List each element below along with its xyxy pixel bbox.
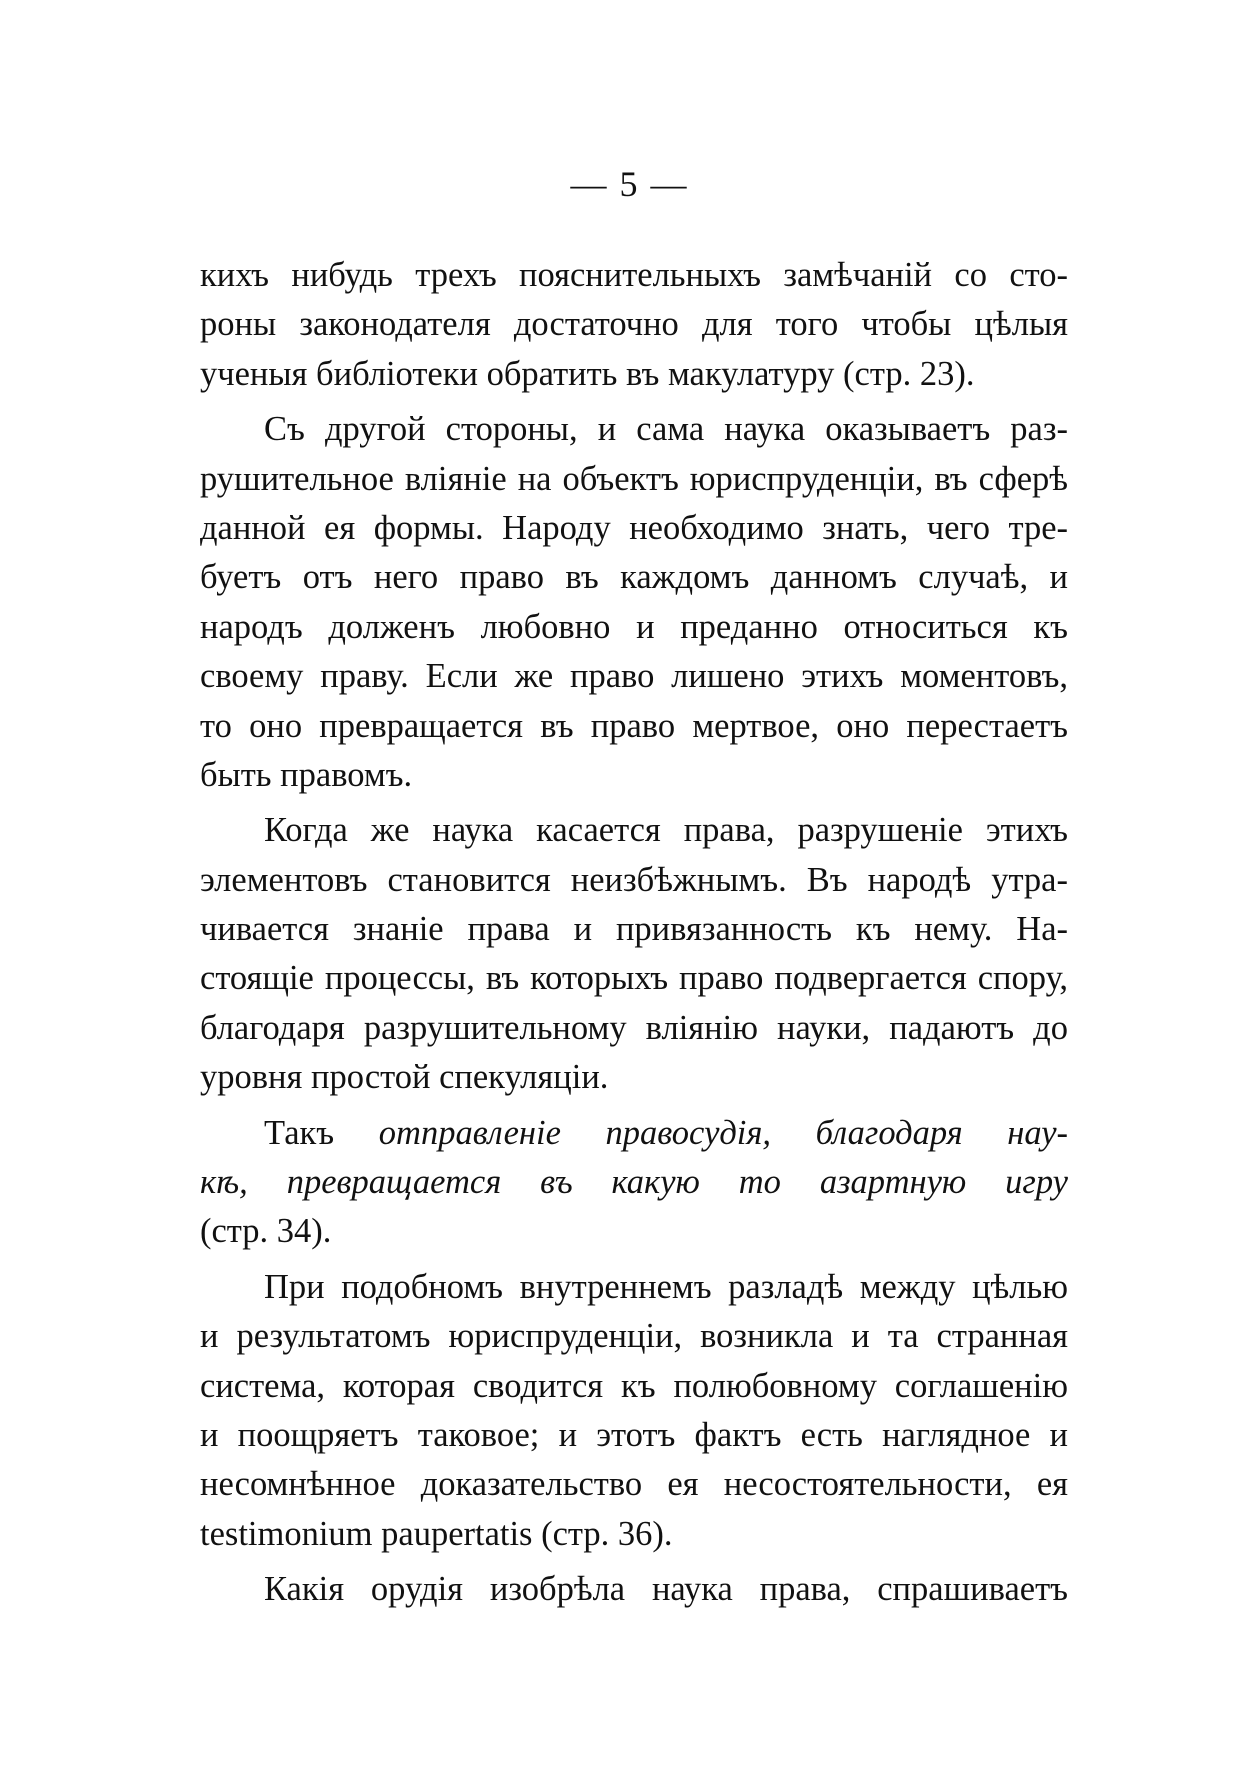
- paragraph: [200, 1263, 1068, 1559]
- text-line: несомнѣнное доказательство ея несостоятельности, ея: [200, 1465, 1068, 1504]
- text-line: уровня простой спекуляціи.: [200, 1058, 609, 1097]
- text-line: стоящіе процессы, въ которыхъ право подвергается спору,: [200, 959, 1068, 998]
- text-line: народъ долженъ любовно и преданно относиться къ: [200, 607, 1068, 646]
- text-line: Какія орудія изобрѣла наука права, спрашиваетъ: [264, 1570, 1068, 1609]
- text-line: чивается знаніе права и привязанность къ нему. На-: [200, 910, 1068, 949]
- text-line: [200, 1109, 1068, 1158]
- text-line: своему праву. Если же право лишено этихъ моментовъ,: [200, 657, 1068, 696]
- text-line: данной ея формы. Народу необходимо знать, чего тре-: [200, 508, 1068, 547]
- text-line: и результатомъ юриспруденціи, возникла и та странная: [200, 1317, 1068, 1356]
- text-line: буетъ отъ него право въ каждомъ данномъ случаѣ, и: [200, 558, 1068, 597]
- italic-quote: отправленіе правосудія, благодаря нау-: [378, 1113, 1068, 1152]
- text-line: быть правомъ.: [200, 755, 413, 794]
- page-number: — 5 —: [570, 164, 689, 204]
- text-line: Когда же наука касается права, разрушеніе этихъ: [264, 811, 1068, 850]
- paragraph: [200, 251, 1068, 399]
- body-text: [200, 251, 1068, 1615]
- text-line: то оно превращается въ право мертвое, оно перестаетъ: [200, 706, 1068, 745]
- paragraph: [200, 806, 1068, 1102]
- paragraph: [200, 405, 1068, 800]
- italic-quote-line: кѣ, превращается въ какую то азартную игру: [200, 1163, 1068, 1202]
- text-line: (стр. 34).: [200, 1212, 332, 1251]
- text-line: роны законодателя достаточно для того чтобы цѣлыя: [200, 305, 1068, 344]
- text-line: Съ другой стороны, и сама наука оказываетъ раз-: [264, 410, 1068, 449]
- paragraph: [200, 1109, 1068, 1257]
- text-line: элементовъ становится неизбѣжнымъ. Въ народѣ утра-: [200, 860, 1068, 899]
- text-line: система, которая сводится къ полюбовному соглашенію: [200, 1366, 1068, 1405]
- text-line: и поощряетъ таковое; и этотъ фактъ есть наглядное и: [200, 1415, 1068, 1454]
- text-run: Такъ: [264, 1113, 335, 1152]
- text-line: благодаря разрушительному вліянію науки, падаютъ до: [200, 1008, 1068, 1047]
- text-line: рушительное вліяніе на объектъ юриспруденціи, въ сферѣ: [200, 459, 1068, 498]
- text-line: testimonium paupertatis (стр. 36).: [200, 1514, 673, 1553]
- text-line: При подобномъ внутреннемъ разладѣ между цѣлью: [264, 1267, 1068, 1306]
- text-line: ученыя библіотеки обратить въ макулатуру (стр. 23).: [200, 354, 975, 393]
- text-line: кихъ нибудь трехъ пояснительныхъ замѣчаній со сто-: [200, 256, 1068, 294]
- paragraph: [200, 1565, 1068, 1614]
